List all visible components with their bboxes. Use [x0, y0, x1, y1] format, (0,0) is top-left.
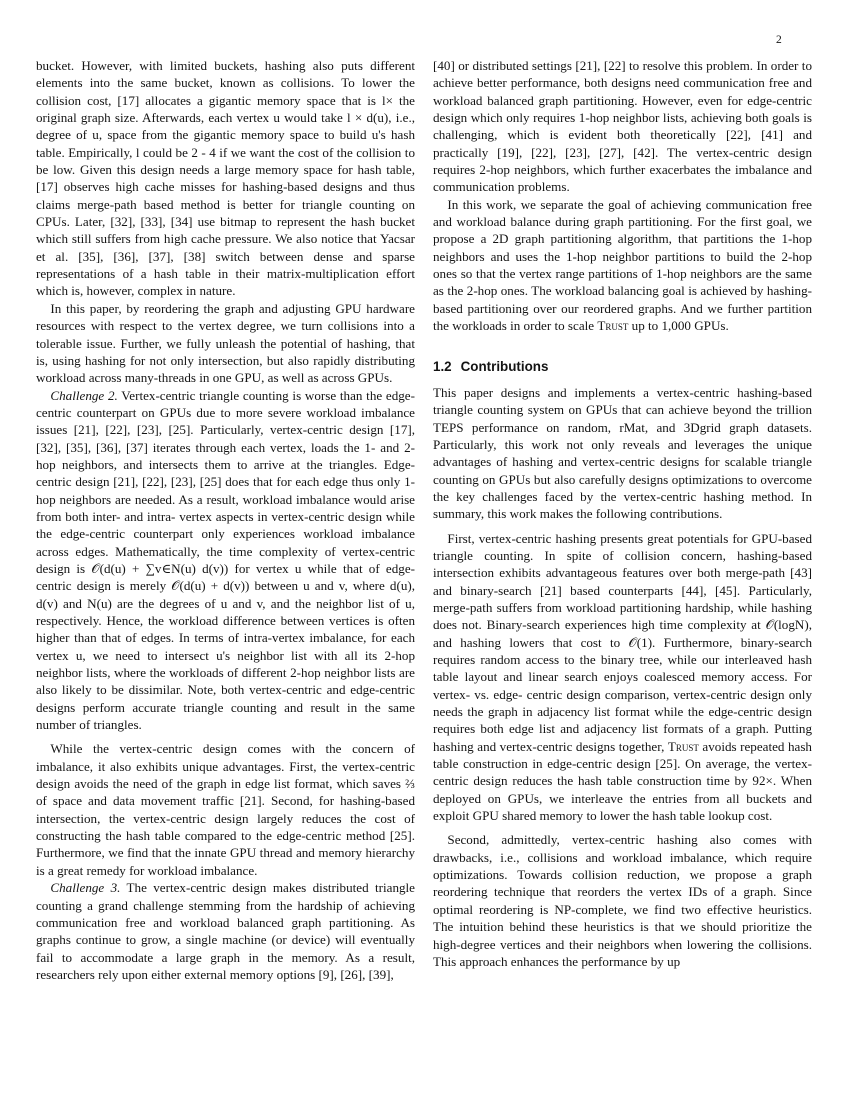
paragraph-first-contribution	[433, 530, 812, 825]
this-work-text-a: In this work, we separate the goal of achieving communication free and workload balance during graph partitioning. For the first goal, we propose a 2D graph partitioning algorithm, that partitions the 1-hop neighbors and uses the 1-hop neighbor partitions to build the 2-hop ones so that the vertex range partitions of 1-hop neighbors are the same as the 2-hop ones. The workload balancing goal is achieved by hashing-based partitioning over our reordered graphs. And we further partition the workloads in order to scale	[433, 196, 812, 334]
paragraph-advantages: While the vertex-centric design comes with the concern of imbalance, it also exhibits unique advantages. First, the vertex-centric design avoids the need of the graph in edge list format, which saves ⅔ of space and data movement traffic [21]. Second, for hashing-based intersection, the vertex-centric design largely reduces the cost of constructing the hash table compared to the edge-centric method [25]. Furthermore, we find that the innate GPU thread and memory hierarchy is a great remedy for workload imbalance.	[36, 741, 415, 878]
challenge-2-text-c: between u and v, where d(u), d(v) and N(u) are the degrees of u and v, and the neighbor list of u, respectively. Hence, the workload difference between vertices is often higher than that of edges. In terms of intra-vertex imbalance, for each vertex u, we need to intersect u's neighbor list with all its 2-hop neighbor lists, where the workloads of different 2-hop neighbor lists are also likely to be dissimilar. Note, both vertex-centric and edge-centric designs perform accurate triangle counting and result in the same number of triangles.	[36, 578, 416, 733]
challenge-2-text-b: for vertex u while that of edge-centric design is merely	[36, 560, 415, 594]
challenge-3-text: The vertex-centric design makes distributed triangle counting a grand challenge stemming from the hardship of achieving communication free and workload balanced graph partitioning. As graphs continue to grow, a single machine (or device) will eventually fail to accommodate a large graph in the memory. As a result, researchers rely upon either external memory options [9], [26], [39],	[36, 880, 415, 982]
paragraph-collisions: bucket. However, with limited buckets, hashing also puts different elements into the same bucket, known as collisions. To lower the collision cost, [17] allocates a gigantic memory space that is l× the original graph size. Afterwards, each vertex u would take l × d(u), i.e., degree of u, space from the gigantic memory space to build u's hash table. Empirically, l could be 2 - 4 if we want the cost of the collision to be low. Given this design needs a large memory space for hash table, [17] observes high cache misses for hashing-based designs and thus claims merge-path based method is better for triangle counting on CPUs. Later, [32], [33], [34] use bitmap to represent the hash bucket which still suffers from high cache pressure. We also notice that Yacsar et al. [35], [36], [37], [38] switch between dense and sparse representations of a hash table in their matrix-multiplication effort which is, however, complex in nature.	[36, 58, 415, 299]
trust-name: Trust	[597, 318, 629, 334]
complexity-vertex-formula: 𝒪(d(u) + ∑v∈N(u) d(v))	[91, 560, 229, 576]
first-contribution-text-b: avoids repeated hash table construction in edge-centric design [25]. On average, the vertex-centric design reduces the hash table construction time by 92×. When deployed on GPUs, we interleave the entries from all buckets and exploit GPU shared memory to lower the hash table lookup cost.	[433, 738, 812, 824]
trust-name: Trust	[667, 738, 699, 754]
section-number: 1.2	[433, 358, 452, 374]
this-work-text-b: up to 1,000 GPUs.	[628, 318, 729, 334]
paragraph-contributions-intro: This paper designs and implements a vertex-centric hashing-based triangle counting system on GPUs that can achieve beyond the trillion TEPS performance on random, rMat, and 3Dgrid graph datasets. Particularly, this work not only reveals and leverages the unique advantages of hashing and vertex-centric designs for scalable triangle counting on GPUs but also carefully designs optimizations to overcome the key challenges faced by the vertex-centric hashing method. In summary, this work makes the following contributions.	[433, 384, 812, 522]
right-column	[433, 57, 812, 970]
section-heading-contributions	[433, 358, 812, 375]
paragraph-distributed: [40] or distributed settings [21], [22] to resolve this problem. In order to achieve better performance, both designs need communication free and workload balanced graph partitioning. However, even for edge-centric design which only requires 1-hop neighbor lists, achieving both goals is challenging, which is evident both theoretically [22], [41] and practically [19], [22], [23], [27], [42]. The vertex-centric design requires 2-hop neighbors, which further exacerbates the imbalance and communication problems.	[433, 58, 812, 195]
left-column	[36, 57, 415, 983]
paragraph-this-work	[433, 196, 812, 335]
challenge-2-label: Challenge 2.	[50, 387, 118, 403]
first-contribution-text-a: First, vertex-centric hashing presents great potentials for GPU-based triangle counting. In spite of collision concern, hashing-based intersection exhibits advantageous features over both merge-path [43] and binary-search [21] based counterparts [44], [45]. Particularly, merge-path suffers from workload partitioning hardship, while hashing does not. Binary-search experiences high time complexity at 𝒪(logN), and hashing lowers that cost to 𝒪(1). Furthermore, binary-search requires random access to the binary tree, while our interleaved hash table layout and linear search enjoys coalesced memory access. For vertex- vs. edge- centric design comparison, vertex-centric design only needs the graph in adjacency list format while the edge-centric design requires both edge list and adjacency list formats of a graph. Putting hashing and vertex-centric designs together,	[433, 530, 812, 754]
challenge-2-text-a: Vertex-centric triangle counting is worse than the edge-centric counterpart on GPUs due to more severe workload imbalance issues [21], [22], [23], [25]. Particularly, vertex-centric design [17], [32], [35], [36], [37] iterates through each vertex, loads the 1- and 2- hop neighbors, and intersects them to arrive at the triangles. Edge-centric design [21], [22], [23], [25] does that for each edge thus only 1-hop neighbors are needed. As a result, workload imbalance would arise from both inter- and intra- vertex aspects in vertex-centric design while the edge-centric counterpart only experiences workload imbalance across edges. Mathematically, the time complexity of vertex-centric design is	[36, 387, 415, 576]
paragraph-reordering: In this paper, by reordering the graph and adjusting GPU hardware resources with respect to the vertex degree, we turn collisions into a tolerable issue. Further, we fully unleash the potential of hashing, that is, using hashing for not only intersection, but also rapidly distributing workload across many-threads in one GPU, as well as across GPUs.	[36, 300, 415, 386]
page-number: 2	[776, 34, 782, 46]
paragraph-challenge-2	[36, 387, 415, 734]
paragraph-second-contribution: Second, admittedly, vertex-centric hashing also comes with drawbacks, i.e., collisions and workload imbalance, which require optimizations. Towards collision reduction, we propose a graph reordering technique that reorders the vertex IDs of a graph. Since optimal reordering is NP-complete, we find two effective heuristics. The intuition behind these heuristics is that we should prioritize the high-degree vertices and their neighbors when lowering the collisions. This approach enhances the performance by up	[433, 832, 812, 969]
complexity-edge-formula: 𝒪(d(u) + d(v))	[171, 578, 250, 594]
challenge-3-label: Challenge 3.	[50, 880, 121, 896]
paragraph-challenge-3	[36, 879, 415, 983]
section-title: Contributions	[460, 358, 549, 374]
